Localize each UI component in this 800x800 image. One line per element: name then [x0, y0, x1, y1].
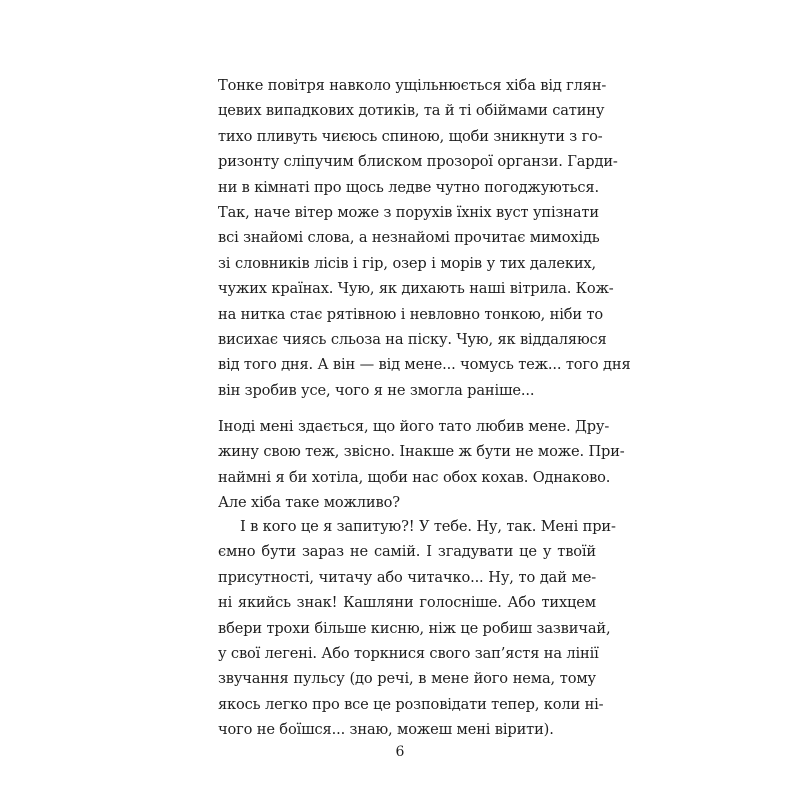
- text-line: на нитка стає рятівною і невловно тонкою, ніби то: [218, 305, 604, 323]
- text-line: наймні я би хотіла, щоби нас обох кохав. Однаково.: [218, 468, 611, 486]
- text-line: вбери трохи більше кисню, ніж це робиш зазвичай,: [218, 619, 611, 637]
- text-line: ни в кімнаті про щось ледве чутно погоджуються.: [218, 178, 599, 196]
- text-line: цевих випадкових дотиків, та й ті обіймами сатину: [218, 102, 605, 120]
- text-line: у свої легені. Або торкнися свого зап’ястя на лінії: [218, 644, 599, 662]
- text-line: від того дня. А він — від мене... чомусь теж... того дня: [218, 356, 631, 374]
- text-line: всі знайомі слова, а незнайомі прочитає мимохідь: [218, 229, 600, 247]
- text-line: Тонке повітря навколо ущільнюється хіба від глян-: [218, 77, 607, 94]
- text-line: Але хіба таке можливо?: [218, 494, 400, 512]
- text-line: чого не боїшся... знаю, можеш мені вірити).: [218, 721, 554, 739]
- text-line: тихо пливуть чиєюсь спиною, щоби зникнути з го-: [218, 127, 603, 145]
- text-line: присутності, читачу або читачко... Ну, то дай ме-: [218, 568, 596, 586]
- paragraph: [218, 414, 625, 516]
- text-line: ризонту сліпучим блиском прозорої органзи. Гарди-: [218, 153, 618, 171]
- text-line: ні якийсь знак! Кашляни голосніше. Або тихцем: [218, 594, 596, 612]
- text-line: він зробив усе, чого я не змогла раніше...: [218, 381, 535, 399]
- text-line: зі словників лісів і гір, озер і морів у тих далеких,: [218, 254, 596, 272]
- page-number: 6: [395, 744, 405, 760]
- text-line: звучання пульсу (до речі, в мене його нема, тому: [218, 670, 596, 688]
- text-line: Іноді мені здається, що його тато любив мене. Дру-: [218, 418, 610, 435]
- paragraph: [218, 73, 631, 403]
- text-line: І в кого це я запитую?! У тебе. Ну, так. Мені при-: [240, 518, 616, 535]
- text-line: якось легко про все це розповідати тепер, коли ні-: [218, 695, 604, 713]
- paragraph: [218, 514, 616, 743]
- text-line: Так, наче вітер може з порухів їхніх вуст упізнати: [218, 203, 599, 221]
- text-line: чужих країнах. Чую, як дихають наші вітрила. Кож-: [218, 280, 614, 298]
- text-line: ємно бути зараз не самій. І згадувати це у твоїй: [218, 543, 596, 561]
- text-line: висихає чиясь сльоза на піску. Чую, як віддаляюся: [218, 330, 607, 348]
- text-line: жину свою теж, звісно. Інакше ж бути не може. При-: [218, 443, 625, 461]
